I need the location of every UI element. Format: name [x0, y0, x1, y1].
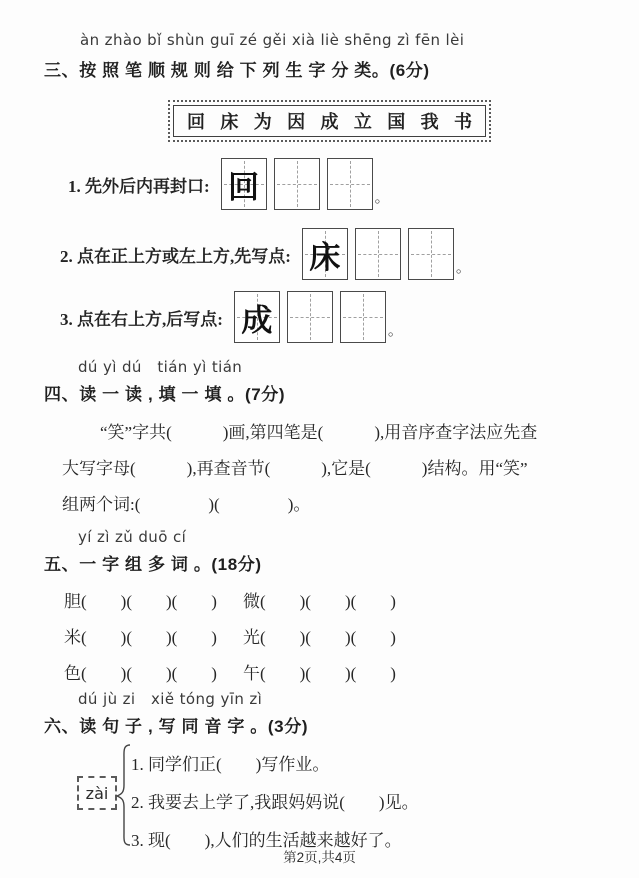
- item-label: 3. 点在右上方,后写点:: [60, 309, 223, 329]
- period-mark: 。: [455, 260, 471, 276]
- word-group: 光( )( )( ): [242, 628, 396, 647]
- section3-heading: 三、按 照 笔 顺 规 则 给 下 列 生 字 分 类。(6分): [44, 61, 430, 80]
- stroke-rule-item-2: [60, 227, 471, 281]
- writing-grid-empty: [274, 158, 320, 210]
- bank-char: 床: [220, 112, 239, 132]
- bank-char: 因: [287, 112, 306, 132]
- character-bank-inner: [173, 105, 486, 137]
- fill-blank-line: “笑”字共( )画,第四笔是( ),用音序查字法应先查: [100, 423, 538, 442]
- bank-char: 书: [454, 112, 472, 132]
- homophone-sentence: 3. 现( ),人们的生活越来越好了。: [131, 831, 402, 850]
- period-mark: 。: [374, 190, 390, 206]
- word-group: 午( )( )( ): [242, 664, 396, 683]
- bank-char: 成: [320, 112, 339, 132]
- word-building-row: [64, 587, 396, 612]
- section6-pinyin: dú jù zi xiě tóng yīn zì: [78, 690, 263, 708]
- grid-character: 回: [228, 169, 260, 205]
- grid-hline: [330, 184, 370, 185]
- pinyin-prompt-box: [77, 776, 117, 810]
- word-group: 胆( )( )( ): [64, 592, 217, 611]
- grid-character: 成: [241, 302, 273, 338]
- stroke-rule-item-1: [68, 157, 390, 211]
- page-indicator: 第2页,共4页: [283, 850, 356, 865]
- grid-hline: [290, 317, 330, 318]
- section3-pinyin: àn zhào bǐ shùn guī zé gěi xià liè shēng zì fēn lèi: [80, 31, 465, 49]
- item-label: 2. 点在正上方或左上方,先写点:: [60, 246, 291, 266]
- fill-blank-line: 组两个词:( )( )。: [62, 495, 311, 514]
- word-building-row: [64, 623, 396, 648]
- writing-grid-empty: [340, 291, 386, 343]
- writing-grid-empty: [327, 158, 373, 210]
- word-group: 色( )( )( ): [64, 664, 217, 683]
- bank-char: 国: [387, 112, 406, 132]
- section6-heading: 六、读 句 子 , 写 同 音 字 。(3分): [44, 717, 309, 736]
- grid-hline: [277, 184, 317, 185]
- homophone-sentence: 1. 同学们正( )写作业。: [131, 755, 330, 774]
- curly-brace: [116, 744, 132, 846]
- pinyin-prompt: zài: [85, 783, 109, 803]
- grid-character: 床: [309, 239, 341, 275]
- section4-pinyin: dú yì dú tián yì tián: [78, 358, 243, 376]
- writing-grid-empty: [408, 228, 454, 280]
- grid-hline: [411, 254, 451, 255]
- word-group: 米( )( )( ): [64, 628, 217, 647]
- section5-pinyin: yí zì zǔ duō cí: [78, 528, 187, 546]
- word-group: 微( )( )( ): [242, 592, 396, 611]
- section4-heading: 四、读 一 读 , 填 一 填 。(7分): [44, 385, 286, 404]
- homophone-sentence: 2. 我要去上学了,我跟妈妈说( )见。: [131, 793, 419, 812]
- fill-blank-line: 大写字母( ),再查音节( ),它是( )结构。用“笑”: [62, 459, 528, 478]
- grid-hline: [358, 254, 398, 255]
- bank-char: 为: [253, 112, 272, 132]
- character-bank-box: [168, 100, 491, 142]
- bank-char: 回: [187, 112, 205, 132]
- item-label: 1. 先外后内再封口:: [68, 176, 210, 196]
- section5-heading: 五、一 字 组 多 词 。(18分): [44, 555, 262, 574]
- stroke-rule-item-3: [60, 290, 403, 344]
- writing-grid-filled: [221, 158, 267, 210]
- writing-grid-filled: [302, 228, 348, 280]
- writing-grid-filled: [234, 291, 280, 343]
- period-mark: 。: [387, 323, 403, 339]
- grid-hline: [343, 317, 383, 318]
- word-building-row: [64, 659, 396, 684]
- writing-grid-empty: [355, 228, 401, 280]
- bank-char: 我: [420, 112, 439, 132]
- writing-grid-empty: [287, 291, 333, 343]
- bank-char: 立: [353, 112, 372, 132]
